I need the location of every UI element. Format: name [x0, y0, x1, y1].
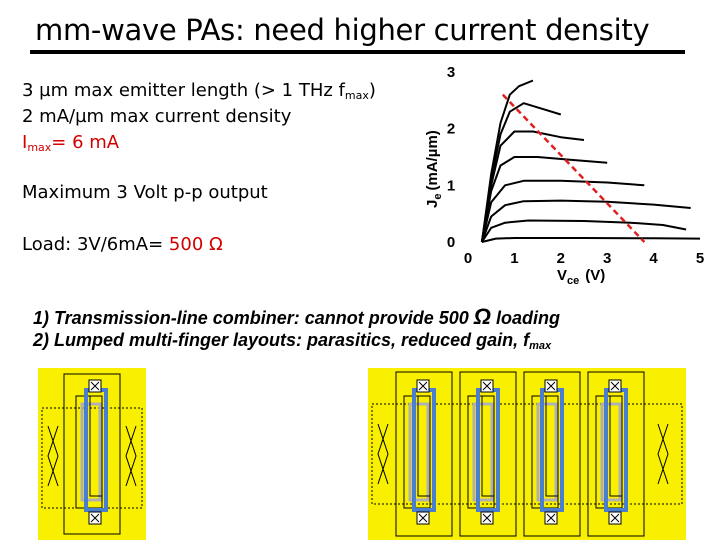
iv-curve-5 — [482, 181, 644, 242]
x-tick-label: 4 — [649, 250, 658, 267]
bullet-imax — [22, 132, 119, 159]
slide-title: mm-wave PAs: need higher current density — [35, 13, 650, 47]
multi-finger-layout — [368, 368, 686, 540]
svg-text:Vce(V) — [557, 267, 605, 287]
note-text: 2) Lumped multi-finger layouts: parasitics, reduced gain, f — [33, 330, 530, 350]
y-axis-label — [424, 130, 444, 208]
x-axis-unit: (V) — [585, 267, 606, 284]
iv-curve-8 — [482, 238, 700, 242]
x-axis-symbol: V — [557, 267, 568, 284]
y-tick-label: 3 — [446, 64, 456, 81]
bullet-text: ) — [368, 80, 376, 101]
note-subscript: max — [529, 340, 552, 352]
note-lumped-layout — [33, 329, 560, 357]
y-tick-label: 1 — [446, 177, 456, 195]
note-transmission-line — [33, 306, 560, 329]
note-text: 1) Transmission-line combiner: cannot provide 500 — [33, 308, 469, 328]
x-tick-label: 0 — [463, 250, 473, 267]
load-line — [503, 95, 645, 242]
title-underline — [30, 50, 685, 54]
bullet-text: = 6 mA — [51, 132, 120, 153]
bullet-emitter-length — [22, 80, 376, 107]
y-axis-subscript: e — [432, 193, 444, 200]
iv-curve-4 — [482, 157, 607, 242]
x-tick-label: 5 — [695, 250, 705, 267]
bullet-current-density: 2 mA/µm max current density — [22, 106, 292, 127]
bullet-text: Load: 3V/6mA= — [22, 234, 164, 255]
single-finger-layout — [38, 368, 146, 540]
y-axis-unit: (mA/µm) — [424, 130, 441, 191]
iv-chart — [405, 58, 720, 288]
bullet-text: 3 µm max emitter length (> 1 THz f — [22, 80, 345, 101]
y-axis-symbol: J — [424, 199, 441, 208]
y-tick-label: 2 — [446, 120, 456, 138]
bullet-text: I — [22, 132, 28, 153]
note-text: loading — [496, 308, 560, 328]
x-tick-label: 1 — [510, 250, 519, 267]
y-tick-label: 0 — [446, 234, 456, 251]
notes — [33, 306, 560, 357]
bullet-load — [22, 234, 223, 256]
omega-symbol: Ω — [473, 304, 491, 329]
bullet-subscript: max — [344, 89, 369, 102]
x-tick-label: 2 — [556, 250, 565, 267]
bullet-load-value: 500 Ω — [168, 234, 223, 255]
x-axis-subscript: ce — [567, 275, 580, 287]
bullet-max-output: Maximum 3 Volt p-p output — [22, 182, 268, 203]
x-axis-label — [557, 267, 605, 287]
bullet-subscript: max — [27, 141, 52, 154]
x-tick-label: 3 — [603, 250, 612, 267]
svg-text:Je(mA/µm) — [424, 130, 444, 208]
